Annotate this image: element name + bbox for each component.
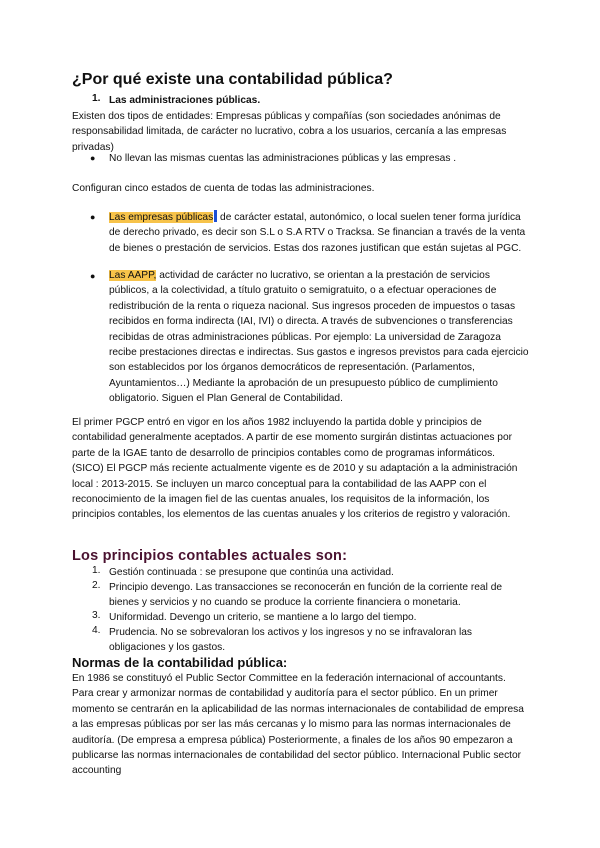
bullet-dot: ● (90, 212, 96, 222)
principle-item-1: Gestión continuada : se presupone que continúa una actividad. (109, 567, 394, 578)
pgcp-paragraph: El primer PGCP entró en vigor en los años 1982 incluyendo la partida doble y principios de contabilidad generalmente aceptados. A partir de ese momento surgirán distintas actuaciones por parte de la IGAE tanto de desarrollo de principios contables como de programas informáticos. (SICO) El PGCP más reciente actualmente vigente es de 2010 y su adaptación a la administración local : 2013-2015. Se incluyen un marco conceptual para la contabilidad de las AAPP con el reconocimiento de la imagen fiel de las cuentas anuales, los requisitos de la información, los principios contables, los elementos de las cuentas anuales y los criterios de registro y valoración. (72, 417, 518, 521)
configuran-paragraph: Configuran cinco estados de cuenta de todas las administraciones. (72, 183, 375, 194)
list-number: 2. (92, 580, 101, 591)
bullet-item-aapp (109, 268, 529, 407)
page-title: ¿Por qué existe una contabilidad pública? (72, 71, 393, 88)
section1-heading: Las administraciones públicas. (109, 95, 261, 106)
bullet-item-empresas (109, 210, 529, 256)
highlighted-text[interactable]: Las AAPP, (109, 270, 157, 281)
list-number: 3. (92, 610, 101, 621)
principle-item-3: Uniformidad. Devengo un criterio, se mantiene a lo largo del tiempo. (109, 612, 417, 623)
bullet-dot: ● (90, 271, 96, 281)
bullet-dot: ● (90, 153, 96, 163)
principle-item-2: Principio devengo. Las transacciones se reconocerán en función de la corriente real de bienes y servicios y no cuando se produce la corriente financiera o monetaria. (109, 582, 503, 609)
section1-intro: Existen dos tipos de entidades: Empresas públicas y compañías (son sociedades anónimas de responsabilidad limitada, de carácter no lucrativo, cobra a los usuarios, cercanía a las empresas privadas) (72, 111, 507, 153)
section2-heading: Los principios contables actuales son: (72, 548, 348, 564)
list-number: 4. (92, 625, 101, 636)
bullet-item-aapp-text: actividad de carácter no lucrativo, se orientan a la prestación de servicios públicos, a la colectividad, a título gratuito o semigratuito, o a efectuar operaciones de redistribución de la renta o riqueza nacional. Sus ingresos proceden de impuestos o tasas recibidos en forma indirecta (IAI, IVI) o directa. A través de subvenciones o transferencias recibidas de otras administraciones públicas. Por ejemplo: La universidad de Zaragoza recibe prestaciones directas e indirectas. Sus gastos e ingresos previstos para cada ejercicio son establecidos por los órganos democráticos de representación. (Parlamentos, Ayuntamientos…) Mediante la aprobación de un presupuesto público de cumplimiento obligatorio. Siguen el Plan General de Contabilidad. (109, 270, 529, 405)
section1-number: 1. (92, 93, 101, 104)
highlighted-text[interactable]: Las empresas públicas (109, 212, 214, 223)
normas-paragraph: En 1986 se constituyó el Public Sector Committee en la federación internacional of accountants. Para crear y armonizar normas de contabilidad y auditoría para el sector público. En un primer momento se centrarán en la aplicabilidad de las normas internacionales de contabilidad de empresa a las empresas públicas por ser las más cercanas y lo mismo para las normas internacionales de auditoría. (De empresa a empresa pública) Posteriormente, a finales de los años 90 empezaron a publicarse las normas internacionales de contabilidad del sector público. Internacional Public sector accounting (72, 673, 524, 777)
bullet-item-empresas-text: de carácter estatal, autonómico, o local suelen tener forma jurídica de derecho privado, es decir son S.L o S.A RTV o Tracksa. Se financian a través de la venta de bienes o prestación de servicios. Estas dos razones justifican que están sujetas al PGC. (109, 212, 526, 254)
principle-item-4: Prudencia. No se sobrevaloran los activos y los ingresos y no se infravaloran las obligaciones y los gastos. (109, 627, 472, 654)
bullet-item-1: No llevan las mismas cuentas las administraciones públicas y las empresas . (109, 153, 457, 164)
list-number: 1. (92, 565, 101, 576)
section3-heading: Normas de la contabilidad pública: (72, 655, 288, 670)
